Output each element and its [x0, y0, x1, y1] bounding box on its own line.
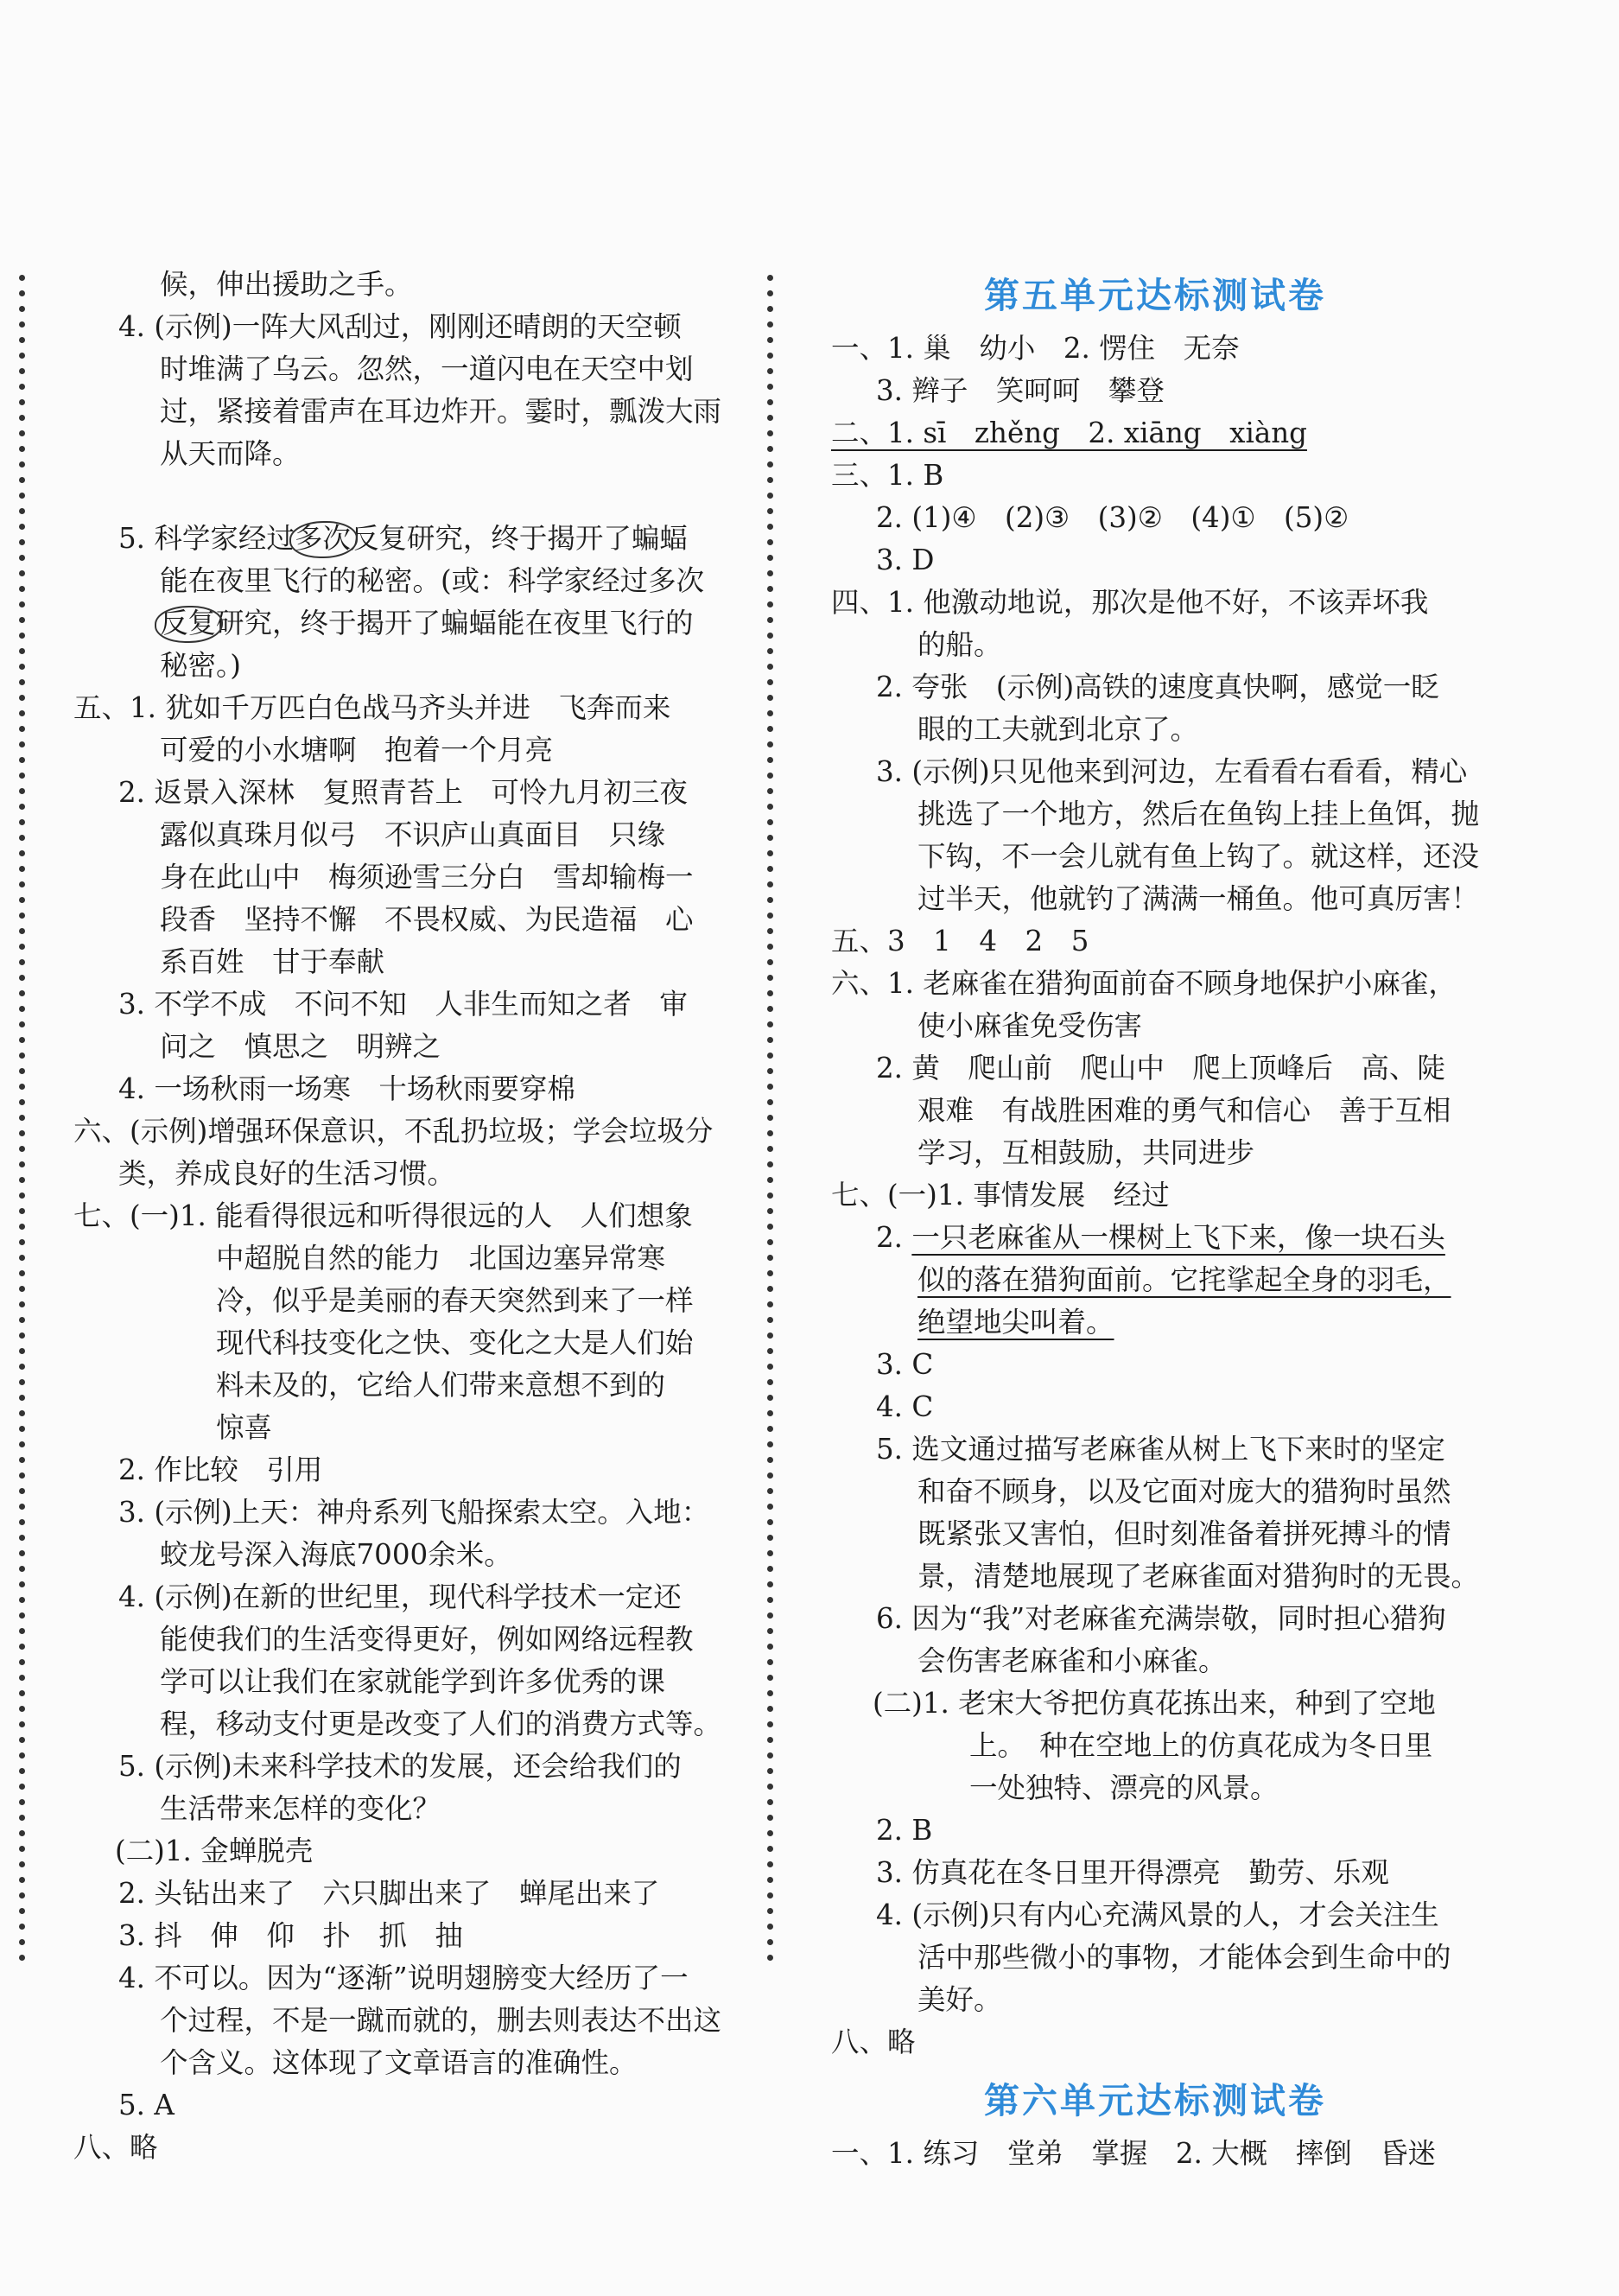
answer-line	[831, 793, 1479, 836]
answer-line	[831, 920, 1479, 963]
answer-line	[831, 539, 1479, 582]
answer-text: 6. 因为“我”对老麻雀充满崇敬，同时担心猎狗	[876, 1602, 1446, 1635]
answer-text: 秘密。)	[160, 649, 241, 682]
answer-line	[73, 560, 730, 602]
answer-line	[73, 264, 730, 306]
answer-line	[73, 475, 730, 518]
answer-text: 绝望地尖叫着。	[917, 1306, 1114, 1339]
underlined-sentence: 一只老麻雀从一棵树上飞下来，像一块石头	[911, 1221, 1445, 1254]
answer-text: (二)1. 金蝉脱壳	[115, 1835, 314, 1867]
unit-5-test-title: 第五单元达标测试卷	[984, 275, 1326, 316]
answer-line	[73, 899, 730, 941]
answer-line	[73, 1491, 730, 1534]
answer-text: 4. C	[876, 1390, 934, 1423]
answer-text: 既紧张又害怕，但时刻准备着拼死搏斗的情	[917, 1517, 1451, 1550]
answer-line	[73, 2084, 730, 2127]
answer-line	[831, 1386, 1479, 1428]
answer-text: 3. 辫子 笑呵呵 攀登	[876, 374, 1165, 407]
answer-text: 2. (1)④ (2)③ (3)② (4)① (5)②	[876, 501, 1349, 534]
answer-line	[73, 1873, 730, 1915]
answer-text: 蛟龙号深入海底7000余米。	[160, 1538, 512, 1571]
answer-line	[831, 1047, 1479, 1090]
answer-line	[831, 1682, 1479, 1725]
answer-text: 料未及的，它给人们带来意想不到的	[216, 1369, 666, 1402]
answer-text: 六、(示例)增强环保意识，不乱扔垃圾；学会垃圾分	[73, 1115, 714, 1148]
circled-word: 多次	[295, 518, 351, 560]
answer-text: 中超脱自然的能力 北国边塞异常寒	[216, 1242, 666, 1275]
answer-text: 景，清楚地展现了老麻雀面对猎狗时的无畏。	[917, 1560, 1480, 1593]
answer-text: 现代科技变化之快、变化之大是人们始	[216, 1326, 694, 1359]
answer-text: 过，紧接着雷声在耳边炸开。霎时，瓢泼大雨	[160, 395, 722, 428]
answer-text: 八、略	[73, 2131, 158, 2164]
answer-line	[73, 2042, 730, 2084]
answer-text: 七、(一)1. 事情发展 经过	[831, 1179, 1170, 1212]
answer-line	[73, 1364, 730, 1407]
answer-text: 5. A	[118, 2089, 175, 2121]
answer-text: 五、1. 犹如千万匹白色战马齐头并进 飞奔而来	[73, 691, 671, 724]
answer-line	[73, 1449, 730, 1491]
answer-line	[73, 814, 730, 856]
answer-text: 3. 抖 伸 仰 扑 抓 抽	[118, 1919, 463, 1952]
answer-line	[831, 328, 1479, 370]
unit-6-test-title: 第六单元达标测试卷	[984, 2080, 1326, 2121]
answer-line	[73, 1110, 730, 1153]
answer-text: 一、1. 巢 幼小 2. 愣住 无奈	[831, 332, 1240, 365]
answer-text: 程，移动支付更是改变了人们的消费方式等。	[160, 1708, 722, 1740]
answer-text: 2. 头钻出来了 六只脚出来了 蝉尾出来了	[118, 1877, 660, 1910]
answer-line	[831, 1725, 1479, 1767]
left-answer-column	[73, 264, 730, 2169]
answer-text: 艰难 有战胜困难的勇气和信心 善于互相	[917, 1094, 1451, 1127]
answer-line	[73, 1915, 730, 1957]
answer-line	[831, 497, 1479, 539]
answer-line	[73, 1153, 730, 1195]
answer-text: 5. 选文通过描写老麻雀从树上飞下来时的坚定	[876, 1433, 1445, 1466]
unit-5-answers	[831, 328, 1479, 2064]
answer-text: 类，养成良好的生活习惯。	[118, 1157, 456, 1190]
answer-line	[831, 963, 1479, 1005]
answer-text: 学可以让我们在家就能学到许多优秀的课	[160, 1665, 666, 1698]
right-answer-column	[831, 264, 1479, 2175]
answer-line	[831, 1005, 1479, 1047]
answer-line	[831, 1937, 1479, 1979]
answer-line	[73, 729, 730, 772]
answer-text: 3. 不学不成 不问不知 人非生而知之者 审	[118, 988, 688, 1021]
answer-text: 美好。	[917, 1983, 1002, 2016]
answer-text: 冷，似乎是美丽的春天突然到来了一样	[216, 1284, 694, 1317]
answer-line	[73, 1957, 730, 2000]
answer-text: 4. 不可以。因为“逐渐”说明翅膀变大经历了一	[118, 1962, 689, 1994]
answer-line	[831, 1132, 1479, 1174]
answer-line	[73, 2000, 730, 2042]
answer-line	[73, 1576, 730, 1619]
answer-line	[831, 1344, 1479, 1386]
answer-text: 的船。	[917, 628, 1002, 661]
answer-text: 下钩，不一会儿就有鱼上钩了。就这样，还没	[917, 840, 1480, 873]
answer-line	[831, 1767, 1479, 1809]
answer-text: 过半天，他就钓了满满一桶鱼。他可真厉害！	[917, 882, 1480, 915]
answer-line	[831, 1428, 1479, 1471]
answer-text: 段香 坚持不懈 不畏权威、为民造福 心	[160, 903, 694, 936]
answer-text: 2. 作比较 引用	[118, 1453, 323, 1486]
answer-line	[831, 709, 1479, 751]
answer-text: 惊喜	[216, 1411, 273, 1444]
binding-dots-middle	[767, 275, 774, 1970]
answer-text: 眼的工夫就到北京了。	[917, 713, 1199, 746]
answer-text: 4. (示例)一阵大风刮过，刚刚还晴朗的天空顿	[118, 310, 682, 343]
answer-line	[73, 1068, 730, 1110]
answer-line	[73, 645, 730, 687]
answer-text: 从天而降。	[160, 437, 301, 470]
answer-text: 一、1. 练习 堂弟 掌握 2. 大概 摔倒 昏迷	[831, 2137, 1437, 2170]
answer-line	[73, 1026, 730, 1068]
answer-text: 活中那些微小的事物，才能体会到生命中的	[917, 1941, 1451, 1974]
answer-line	[831, 2133, 1479, 2175]
answer-text: 可爱的小水塘啊 抱着一个月亮	[160, 734, 554, 766]
answer-line	[831, 1471, 1479, 1513]
answer-line	[831, 1174, 1479, 1217]
answer-text: 上。 种在空地上的仿真花成为冬日里	[969, 1729, 1433, 1762]
answer-line	[831, 666, 1479, 709]
answer-line	[73, 1237, 730, 1280]
answer-text: 学习，互相鼓励，共同进步	[917, 1136, 1255, 1169]
answer-line	[73, 306, 730, 348]
answer-line	[831, 1809, 1479, 1852]
answer-text: 露似真珠月似弓 不识庐山真面目 只缘	[160, 818, 666, 851]
answer-line	[831, 455, 1479, 497]
answer-text: 四、1. 他激动地说，那次是他不好，不该弄坏我	[831, 586, 1429, 619]
answer-line	[73, 2127, 730, 2169]
answer-line	[831, 1640, 1479, 1682]
answer-line	[831, 1852, 1479, 1894]
answer-line	[831, 1598, 1479, 1640]
answer-text: 能在夜里飞行的秘密。(或：科学家经过多次	[160, 564, 705, 597]
answer-text: 五、3 1 4 2 5	[831, 925, 1089, 957]
answer-line	[73, 1280, 730, 1322]
answer-text: 个过程，不是一蹴而就的，删去则表达不出这	[160, 2004, 722, 2037]
answer-line	[831, 1513, 1479, 1555]
answer-text: 系百姓 甘于奉献	[160, 945, 385, 978]
answer-text: 2. 黄 爬山前 爬山中 爬上顶峰后 高、陡	[876, 1052, 1445, 1084]
answer-text: 4. (示例)在新的世纪里，现代科学技术一定还	[118, 1580, 682, 1613]
answer-line	[73, 687, 730, 729]
answer-line	[73, 1746, 730, 1788]
answer-line	[831, 836, 1479, 878]
answer-text: 能使我们的生活变得更好，例如网络远程教	[160, 1623, 694, 1656]
answer-line	[831, 412, 1479, 455]
answer-line	[831, 1217, 1479, 1259]
answer-text: 七、(一)1. 能看得很远和听得很远的人 人们想象	[73, 1199, 693, 1232]
answer-line	[73, 1322, 730, 1364]
answer-line	[831, 2021, 1479, 2064]
answer-text: 候，伸出援助之手。	[160, 268, 413, 301]
answer-text: 个含义。这体现了文章语言的准确性。	[160, 2046, 638, 2079]
answer-line	[831, 878, 1479, 920]
answer-line	[831, 1259, 1479, 1301]
answer-text: 2. 返景入深林 复照青苔上 可怜九月初三夜	[118, 776, 688, 809]
answer-text: 4. 一场秋雨一场寒 十场秋雨要穿棉	[118, 1072, 575, 1105]
answer-line	[73, 433, 730, 475]
answer-text: 六、1. 老麻雀在猎狗面前奋不顾身地保护小麻雀，	[831, 967, 1457, 1000]
answer-text: 3. (示例)上天：神舟系列飞船探索太空。入地：	[118, 1496, 710, 1529]
answer-text: 使小麻雀免受伤害	[917, 1009, 1143, 1042]
answer-text: 八、略	[831, 2026, 916, 2058]
answer-line	[73, 1703, 730, 1746]
answer-line	[73, 1407, 730, 1449]
answer-line	[73, 1661, 730, 1703]
answer-text: 和奋不顾身，以及它面对庞大的猎狗时虽然	[917, 1475, 1451, 1508]
answer-line	[831, 1090, 1479, 1132]
answer-line	[73, 1830, 730, 1873]
answer-text: 3. C	[876, 1348, 934, 1381]
answer-text: 4. (示例)只有内心充满风景的人，才会关注生	[876, 1898, 1439, 1931]
answer-line	[73, 518, 730, 560]
answer-text: 研究，终于揭开了蝙蝠能在夜里飞行的	[216, 607, 694, 639]
answer-line	[831, 1979, 1479, 2021]
answer-line	[831, 370, 1479, 412]
answer-text: 一处独特、漂亮的风景。	[969, 1771, 1279, 1804]
circled-word: 反复	[160, 602, 216, 645]
answer-line	[73, 941, 730, 983]
answer-line	[73, 1788, 730, 1830]
answer-text: 会伤害老麻雀和小麻雀。	[917, 1644, 1227, 1677]
unit-6-answers	[831, 2133, 1479, 2175]
answer-line	[831, 1555, 1479, 1598]
answer-text: 3. (示例)只见他来到河边，左看看右看看，精心	[876, 755, 1468, 788]
binding-dots-left	[19, 275, 26, 1970]
answer-text: 似的落在猎狗面前。它挓挲起全身的羽毛，	[917, 1263, 1451, 1296]
answer-text: 生活带来怎样的变化？	[160, 1792, 441, 1825]
answer-text: 2. B	[876, 1814, 933, 1847]
answer-text: 问之 慎思之 明辨之	[160, 1030, 441, 1063]
answer-text: 二、1. sī zhěng 2. xiāng xiàng	[831, 417, 1307, 449]
answer-line	[831, 1301, 1479, 1344]
answer-line	[73, 1534, 730, 1576]
answer-text: 3. 仿真花在冬日里开得漂亮 勤劳、乐观	[876, 1856, 1389, 1889]
answer-line	[73, 1619, 730, 1661]
answer-text: 挑选了一个地方，然后在鱼钩上挂上鱼饵，抛	[917, 798, 1480, 830]
answer-prefix: 2.	[876, 1221, 912, 1254]
answer-text: 3. D	[876, 544, 935, 576]
answer-line	[73, 856, 730, 899]
answer-line	[73, 772, 730, 814]
answer-line	[831, 582, 1479, 624]
answer-text: 三、1. B	[831, 459, 944, 492]
answer-line	[831, 624, 1479, 666]
answer-text: 反复研究，终于揭开了蝙蝠	[350, 522, 688, 555]
answer-text: 2. 夸张 (示例)高铁的速度真快啊，感觉一眨	[876, 671, 1439, 703]
answer-text: 时堆满了乌云。忽然，一道闪电在天空中划	[160, 353, 694, 385]
answer-text: (二)1. 老宋大爷把仿真花拣出来，种到了空地	[873, 1687, 1436, 1720]
answer-text: 身在此山中 梅须逊雪三分白 雪却输梅一	[160, 861, 694, 894]
answer-line	[73, 602, 730, 645]
answer-line	[73, 348, 730, 391]
answer-line	[73, 983, 730, 1026]
answer-line	[73, 391, 730, 433]
answer-text: 5. 科学家经过	[118, 522, 295, 555]
answer-line	[73, 1195, 730, 1237]
answer-text: 5. (示例)未来科学技术的发展，还会给我们的	[118, 1750, 682, 1783]
answer-line	[831, 1894, 1479, 1937]
answer-line	[831, 751, 1479, 793]
